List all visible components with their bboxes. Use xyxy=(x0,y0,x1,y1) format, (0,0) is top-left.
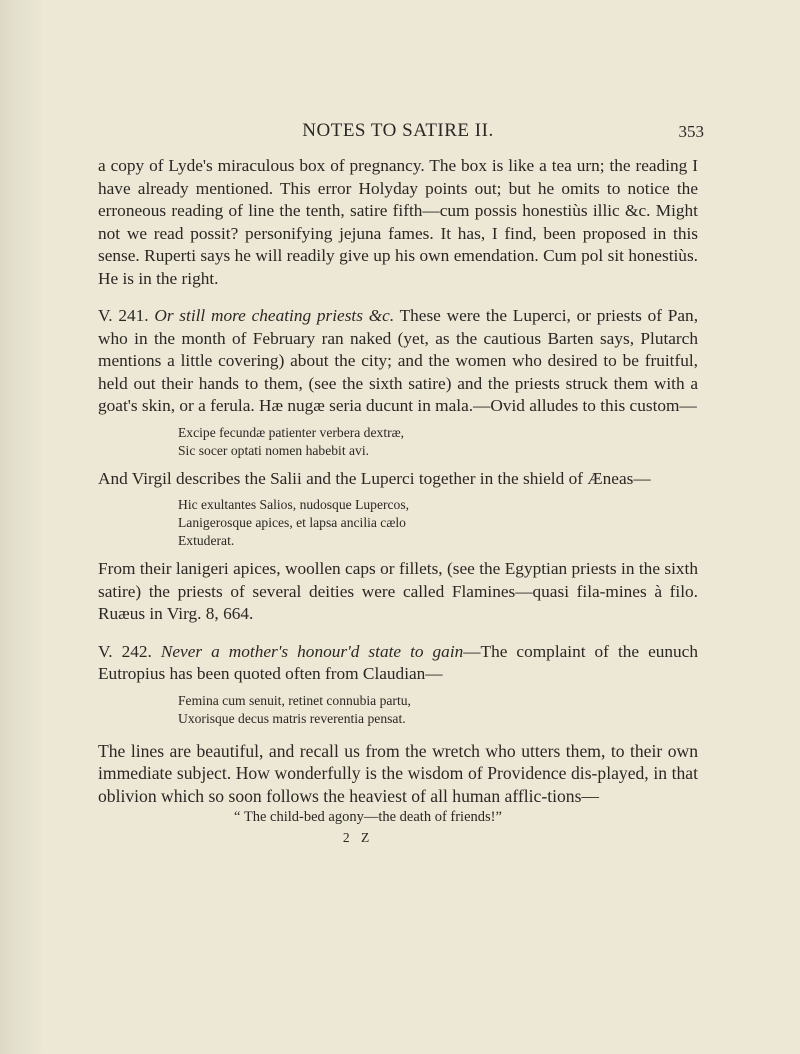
running-title: NOTES TO SATIRE II. xyxy=(302,120,494,141)
page-gutter-shadow xyxy=(0,0,42,1054)
quote-line: Extuderat. xyxy=(178,533,235,548)
ovid-quotation xyxy=(178,424,698,460)
quote-line: Excipe fecundæ patienter verbera dextræ, xyxy=(178,424,405,440)
virgil-quotation xyxy=(178,496,698,550)
note-lemma: Or still more cheating priests &c. xyxy=(154,306,395,325)
note-text: —The complaint of the eunuch Eutropius has been quoted often from Claudian— xyxy=(98,641,698,683)
page-header xyxy=(98,120,704,146)
note-text: These were the Luperci, or priests of Pan, who in the month of February ran naked (yet, as the cautious Barten says, Plutarch mentions a little covering) about the city; and the women who desired to be fruitful, held out their hands to them, (see the sixth satire) and the priests struck them with a goat's skin, or a ferula. Hæ nugæ seria ducunt in mala.—Ovid alludes to this custom— xyxy=(98,306,699,415)
closing-quotation: “ The child-bed agony—the death of friends!” xyxy=(234,809,502,825)
closing-paragraph: The lines are beautiful, and recall us from the wretch who utters them, to their own immediate subject. How wonderfully is the wisdom of Providence dis-played, in that oblivion which so soon follows the heaviest of all human afflic-tions— xyxy=(98,740,698,806)
quote-line: Femina cum senuit, retinet connubia partu, xyxy=(178,692,411,708)
flamines-paragraph: From their lanigeri apices, woollen caps or fillets, (see the Egyptian priests in the sixth satire) the priests of several deities were called Flamines—quasi fila-mines à filo. Ruæus in Virg. 8, 664. xyxy=(98,559,698,623)
quote-line: Uxorisque decus matris reverentia pensat. xyxy=(178,710,406,726)
paragraph-continuation: a copy of Lyde's miraculous box of pregnancy. The box is like a tea urn; the reading I have already mentioned. This error Holyday points out; but he omits to notice the erroneous reading of line the tenth, satire fifth—cum possis honestiùs illic &c. Might not we read possit? personifying jejuna fames. It has, I find, been proposed in this sense. Ruperti says he will readily give up his own emendation. Cum pol sit honestiùs. He is in the right. xyxy=(98,156,698,288)
quote-line: Sic socer optati nomen habebit avi. xyxy=(178,442,370,458)
quote-line: Lanigerosque apices, et lapsa ancilia cælo xyxy=(178,515,406,530)
page-number: 353 xyxy=(678,122,704,141)
note-v241 xyxy=(98,305,698,418)
note-v242 xyxy=(98,641,698,686)
virgil-paragraph: And Virgil describes the Salii and the Luperci together in the shield of Æneas— xyxy=(98,468,651,488)
signature-mark: 2 Z xyxy=(342,830,374,845)
quote-line: Hic exultantes Salios, nudosque Lupercos, xyxy=(178,497,410,512)
note-lemma: Never a mother's honour'd state to gain xyxy=(160,641,464,661)
verse-reference: V. 241. xyxy=(98,306,149,325)
page-body xyxy=(98,155,698,850)
claudian-quotation xyxy=(178,692,698,728)
verse-reference: V. 242. xyxy=(98,641,152,661)
